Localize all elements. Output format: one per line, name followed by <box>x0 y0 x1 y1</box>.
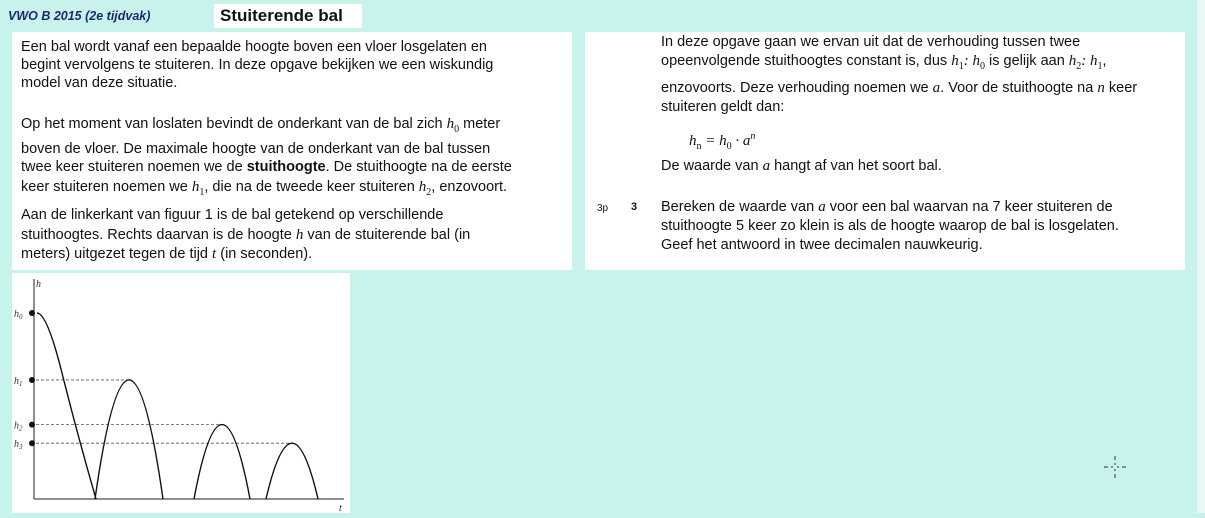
r-line5 <box>661 157 942 175</box>
formula-lhs: h <box>689 133 697 149</box>
p2-line1 <box>21 115 500 139</box>
figure-1 <box>12 273 350 513</box>
var-t: t <box>212 246 217 262</box>
formula-lhs-sub: n <box>696 141 702 152</box>
p2-line4 <box>21 178 507 202</box>
left-text-panel <box>12 32 572 270</box>
var-h1-base: h <box>191 179 200 195</box>
formula-dot: · a <box>735 133 751 149</box>
var-a-3: a <box>818 199 826 215</box>
crosshair-cursor-icon <box>1103 455 1127 479</box>
p3-line2 <box>21 226 470 244</box>
p3-line3-a: meters) uitgezet tegen de tijd <box>21 246 208 262</box>
var-h2-sub: 2 <box>426 187 432 198</box>
level-label-h1: $h_1$ <box>14 375 23 388</box>
bounce-graph <box>12 273 350 513</box>
p2-line3-a: twee keer stuiteren noemen we de <box>21 159 243 175</box>
formula-exp: n <box>750 131 756 142</box>
ratio2-base: h <box>1068 53 1077 69</box>
r-line5-b: hangt af van het soort bal. <box>774 158 942 174</box>
bounce-arc-1 <box>95 380 163 499</box>
ball-dot-h1 <box>29 377 35 383</box>
p2-line4-c: , enzovoort. <box>431 179 508 195</box>
q-line1-a: Bereken de waarde van <box>661 199 815 215</box>
var-h0-sub: 0 <box>454 124 460 135</box>
p3-line3-b: (in seconden). <box>220 246 313 262</box>
formula <box>689 128 755 156</box>
p3-line2-b: van de stuiterende bal (in <box>307 227 471 243</box>
r-line2 <box>661 52 1107 76</box>
p1-line2: begint vervolgens te stuiteren. In deze opgave bekijken we een wiskundig <box>21 57 494 73</box>
var-h1-sub: 1 <box>199 187 205 198</box>
page-title: Stuiterende bal <box>214 4 362 28</box>
p3-line3 <box>21 245 312 263</box>
right-edge-strip <box>1197 0 1205 513</box>
bounce-arc-2 <box>194 425 250 499</box>
ball-dot-h2 <box>29 422 35 428</box>
var-n: n <box>1097 80 1105 96</box>
p2-line2: boven de vloer. De maximale hoogte van de onderkant van de bal tussen <box>21 141 491 157</box>
var-a: a <box>932 80 941 96</box>
bounce-arc-drop <box>37 313 96 499</box>
q-line2: stuithoogte 5 keer zo klein is als de hoogte waarop de bal is losgelaten. <box>661 218 1119 234</box>
level-label-h0: $h_0$ <box>14 309 23 321</box>
q-line3: Geef het antwoord in twee decimalen nauwkeurig. <box>661 237 983 253</box>
p2-line3 <box>21 158 512 176</box>
ratio1-b: : h <box>963 53 980 69</box>
bounce-arcs <box>37 313 318 499</box>
points-marker: 3p <box>597 203 609 214</box>
level-label-h2: $h_2$ <box>14 420 23 433</box>
formula-eq: = h <box>705 133 727 149</box>
var-h: h <box>295 227 304 243</box>
var-h2 <box>418 179 432 198</box>
p2-line4-a: keer stuiteren noemen we <box>21 179 188 195</box>
ratio1-base: h <box>951 53 959 69</box>
x-axis-label: t <box>339 503 342 513</box>
p2-line1-end: meter <box>463 116 501 132</box>
r-line2-c: , <box>1102 53 1107 69</box>
ball-dot-h3 <box>29 440 35 446</box>
exam-label: VWO B 2015 (2e tijdvak) <box>8 9 151 23</box>
ratio2-sub: 2 <box>1076 61 1082 72</box>
ratio-h1-h0 <box>951 53 985 72</box>
r-line3-c: keer <box>1108 80 1138 96</box>
p1-line3: model van deze situatie. <box>21 75 178 91</box>
r-line2-b: is gelijk aan <box>989 53 1065 69</box>
q-line1-b: voor een bal waarvan na 7 keer stuiteren de <box>829 199 1113 215</box>
r-line4: stuiteren geldt dan: <box>661 99 785 115</box>
y-axis-label: h <box>36 279 41 290</box>
level-markers <box>14 309 292 451</box>
p2-line1-text: Op het moment van loslaten bevindt de onderkant van de bal zich <box>21 116 443 132</box>
bounce-arc-3 <box>266 443 318 499</box>
r-line3-a: enzovoorts. Deze verhouding noemen we <box>661 80 929 96</box>
p3-line1: Aan de linkerkant van figuur 1 is de bal getekend op verschillende <box>21 207 444 223</box>
var-h0 <box>446 116 460 135</box>
var-h2-base: h <box>418 179 427 195</box>
r-line5-a: De waarde van <box>661 158 759 174</box>
var-h0-base: h <box>446 116 455 132</box>
ratio2-sub2: 1 <box>1097 61 1103 72</box>
formula-rhs-sub: 0 <box>726 141 732 152</box>
right-text-panel <box>585 32 1185 270</box>
p2-line3-b: . De stuithoogte na de eerste <box>325 159 512 175</box>
ratio1-sub: 1 <box>958 61 964 72</box>
p1-line1: Een bal wordt vanaf een bepaalde hoogte boven een vloer losgelaten en <box>21 39 487 55</box>
r-line2-a: opeenvolgende stuithoogtes constant is, dus <box>661 53 948 69</box>
ball-dot-h0 <box>29 310 35 316</box>
r-line3-b: . Voor de stuithoogte na <box>940 80 1094 96</box>
var-a-2: a <box>762 158 771 174</box>
q-line1 <box>661 198 1113 216</box>
var-h1 <box>191 179 205 198</box>
p3-line2-a: stuithoogtes. Rechts daarvan is de hoogte <box>21 227 292 243</box>
ratio1-sub2: 0 <box>979 61 985 72</box>
question-number: 3 <box>631 201 638 213</box>
r-line1: In deze opgave gaan we ervan uit dat de verhouding tussen twee <box>661 34 1081 50</box>
p2-line4-b: , die na de tweede keer stuiteren <box>204 179 415 195</box>
ratio-h2-h1 <box>1068 53 1103 72</box>
level-label-h3: $h_3$ <box>14 439 23 452</box>
ratio2-b: : h <box>1081 53 1098 69</box>
stuithoogte-term: stuithoogte <box>246 159 326 175</box>
r-line3 <box>661 79 1137 97</box>
